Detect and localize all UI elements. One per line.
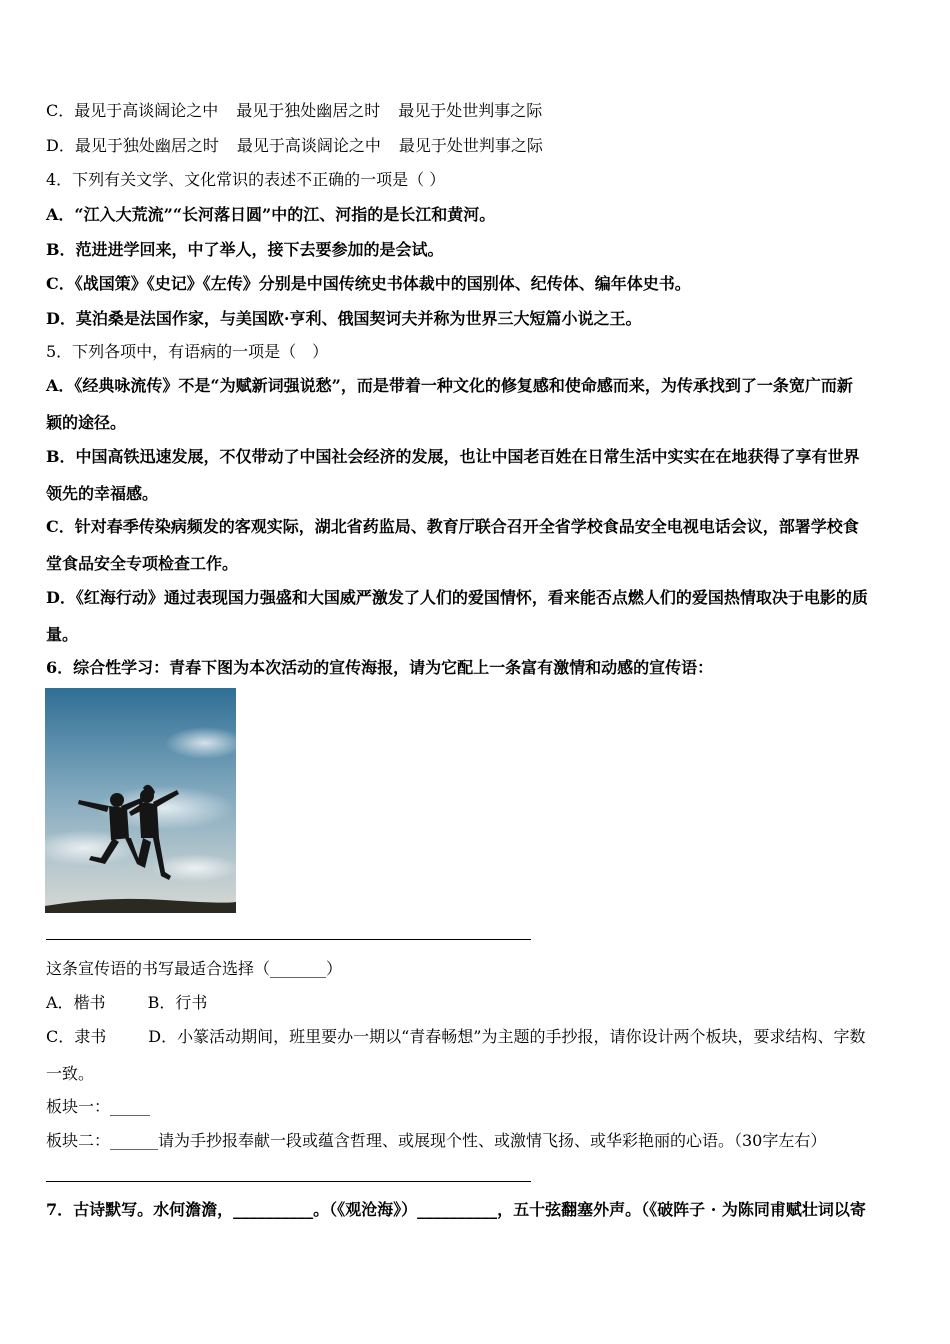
q5-option-c: C．针对春季传染病频发的客观实际，湖北省药监局、教育厅联合召开全省学校食品安全电视电话会议，部署学校食 bbox=[46, 517, 859, 536]
slogan-answer-line bbox=[46, 939, 531, 940]
q6-options-ab bbox=[46, 993, 207, 1013]
q5-stem: 5．下列各项中，有语病的一项是（ ） bbox=[46, 342, 329, 361]
q6-option-c: C．隶书 bbox=[46, 1027, 107, 1046]
q5-option-d-cont: 量。 bbox=[46, 625, 79, 644]
q4-option-a: A．“江入大荒流”“长河落日圆”中的江、河指的是长江和黄河。 bbox=[46, 205, 496, 224]
q5-option-b-cont: 领先的幸福感。 bbox=[46, 484, 159, 503]
q3-option-c: C．最见于高谈阔论之中 最见于独处幽居之时 最见于处世判事之际 bbox=[46, 101, 543, 120]
q6-option-a: A．楷书 bbox=[46, 993, 106, 1012]
q3-option-d: D．最见于独处幽居之时 最见于高谈阔论之中 最见于处世判事之际 bbox=[46, 136, 543, 155]
q4-option-b: B．范进进学回来，中了举人，接下去要参加的是会试。 bbox=[46, 240, 444, 259]
motto-answer-line bbox=[46, 1181, 531, 1182]
q6-stem: 6．综合性学习：青春下图为本次活动的宣传海报，请为它配上一条富有激情和动感的宣传语： bbox=[46, 658, 714, 677]
q4-option-d: D．莫泊桑是法国作家，与美国欧·亨利、俄国契诃夫并称为世界三大短篇小说之王。 bbox=[46, 309, 642, 328]
q5-option-a-cont: 颖的途径。 bbox=[46, 413, 127, 432]
q5-option-b: B．中国高铁迅速发展，不仅带动了中国社会经济的发展，也让中国老百姓在日常生活中实实在在地获得了享有世界 bbox=[46, 447, 860, 466]
q4-option-c: C．《战国策》《史记》《左传》分别是中国传统史书体裁中的国别体、纪传体、编年体史书。 bbox=[46, 274, 691, 293]
q6-calligraphy-question: 这条宣传语的书写最适合选择（_______） bbox=[46, 959, 343, 978]
q6-option-d: D．小篆活动期间，班里要办一期以“青春畅想”为主题的手抄报，请你设计两个板块，要求结构、字数 bbox=[148, 1027, 866, 1046]
q4-stem: 4．下列有关文学、文化常识的表述不正确的一项是（ ） bbox=[46, 170, 446, 189]
jumping-silhouettes-image bbox=[45, 688, 236, 913]
q6-block-one: 板块一：_____ bbox=[46, 1097, 151, 1116]
poster-photo bbox=[45, 688, 236, 913]
q5-option-a: A．《经典咏流传》不是“为赋新词强说愁”，而是带着一种文化的修复感和使命感而来，为传承找到了一条宽广而新 bbox=[46, 376, 853, 395]
q5-option-d: D．《红海行动》通过表现国力强盛和大国威严激发了人们的爱国情怀，看来能否点燃人们的爱国热情取决于电影的质 bbox=[46, 588, 868, 607]
q6-block-two: 板块二：______请为手抄报奉献一段或蕴含哲理、或展现个性、或激情飞扬、或华彩艳丽的心语。（30字左右） bbox=[46, 1131, 827, 1150]
q5-option-c-cont: 堂食品安全专项检查工作。 bbox=[46, 554, 239, 573]
q6-option-d-cont: 一致。 bbox=[46, 1064, 95, 1083]
q6-options-cd bbox=[46, 1027, 865, 1047]
q7-stem: 7．古诗默写。水何澹澹，__________。（《观沧海》）__________，五十弦翻塞外声。（《破阵子 · 为陈同甫赋壮词以寄 bbox=[46, 1200, 866, 1219]
q6-option-b: B．行书 bbox=[147, 993, 208, 1012]
